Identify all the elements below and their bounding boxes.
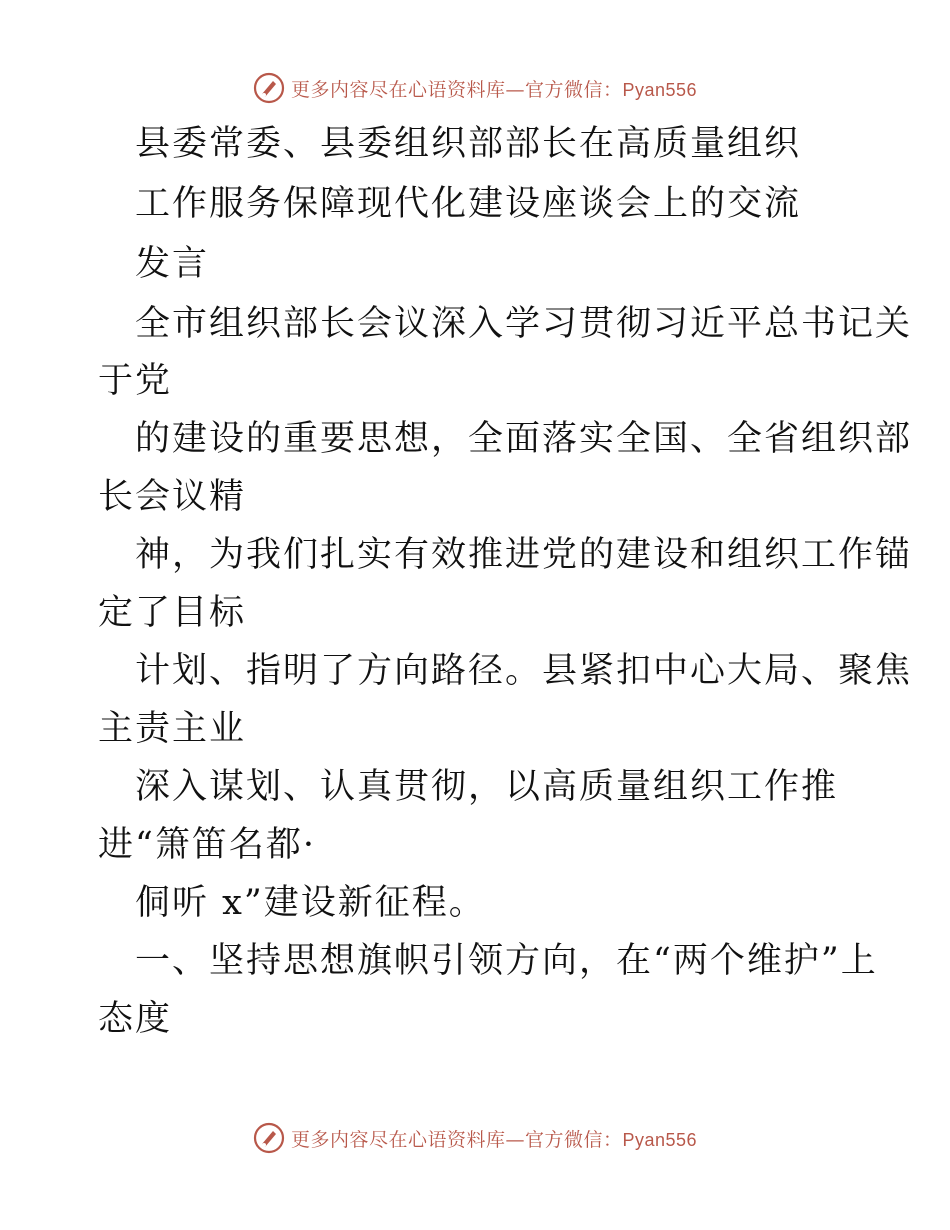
title-line-1: 县委常委、县委组织部部长在高质量组织 [135,124,802,164]
paragraph-line: 侗听 x”建设新征程。 [135,883,486,923]
section-heading-line: 一、坚持思想旗帜引领方向，在“两个维护”上 [135,941,878,981]
paragraph-line: 计划、指明了方向路径。县紧扣中心大局、聚焦 [135,651,913,691]
title-line-3: 发言 [135,244,210,284]
paragraph-line: 定了目标 [98,593,247,633]
paragraph-line: 进“箫笛名都· [98,825,317,865]
paragraph-line: 的建设的重要思想，全面落实全国、全省组织部 [135,419,913,459]
paragraph-line: 全市组织部长会议深入学习贯彻习近平总书记关 [135,304,913,344]
paragraph-line: 于党 [98,361,173,401]
paragraph-line: 深入谋划、认真贯彻，以高质量组织工作推 [135,767,839,807]
paragraph-line: 神，为我们扎实有效推进党的建设和组织工作锚 [135,535,913,575]
watermark-header [0,72,950,104]
title-line-2: 工作服务保障现代化建设座谈会上的交流 [135,184,802,224]
section-heading-line: 态度 [98,999,173,1039]
watermark-text: 更多内容尽在心语资料库—官方微信：Pyan556 [290,78,698,101]
wechat-id: Pyan556 [622,1129,698,1150]
paragraph-line: 长会议精 [98,477,247,517]
watermark-text: 更多内容尽在心语资料库—官方微信：Pyan556 [290,1128,698,1151]
paragraph-line: 主责主业 [98,709,247,749]
pen-logo-icon [253,1122,285,1154]
wechat-id: Pyan556 [622,79,698,100]
pen-logo-icon [253,72,285,104]
watermark-footer [0,1122,950,1154]
